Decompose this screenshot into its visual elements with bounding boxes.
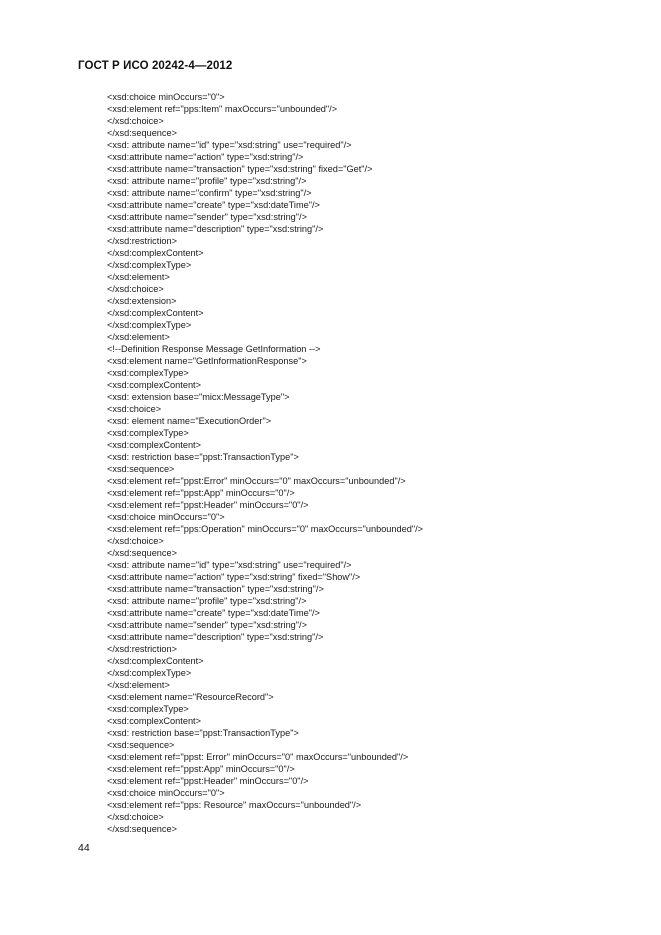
code-line: <xsd:attribute name="create" type="xsd:dateTime"/> <box>107 200 320 210</box>
code-line: <xsd:element ref="ppst:Header" minOccurs="0"/> <box>107 776 309 786</box>
code-line: </xsd:complexType> <box>107 320 192 330</box>
code-line: </xsd:choice> <box>107 116 164 126</box>
code-line: <xsd:attribute name="description" type="xsd:string"/> <box>107 224 324 234</box>
code-line: <xsd: restriction base="ppst:TransactionType"> <box>107 452 299 462</box>
code-line: <xsd:sequence> <box>107 740 175 750</box>
code-line: <xsd:complexType> <box>107 704 189 714</box>
code-line: <xsd: attribute name="id" type="xsd:string" use="required"/> <box>107 140 352 150</box>
code-line: <xsd:complexContent> <box>107 440 201 450</box>
xsd-code-listing <box>107 91 627 835</box>
code-line: <xsd:attribute name="sender" type="xsd:string"/> <box>107 620 307 630</box>
code-line: <xsd:choice> <box>107 404 162 414</box>
code-line: </xsd:choice> <box>107 284 164 294</box>
code-line: <xsd:element ref="ppst:App" minOccurs="0"/> <box>107 488 295 498</box>
code-line: <xsd: attribute name="profile" type="xsd:string"/> <box>107 596 307 606</box>
code-line: </xsd:choice> <box>107 812 164 822</box>
code-line: </xsd:element> <box>107 272 170 282</box>
code-line: <xsd:choice minOccurs="0"> <box>107 512 225 522</box>
code-line: <xsd:complexContent> <box>107 716 201 726</box>
code-line: <xsd:complexType> <box>107 368 189 378</box>
code-line: <xsd:element ref="ppst: Error" minOccurs="0" maxOccurs="unbounded"/> <box>107 752 409 762</box>
code-line: <xsd: attribute name="confirm" type="xsd:string"/> <box>107 188 312 198</box>
code-line: </xsd:sequence> <box>107 548 177 558</box>
code-line: <xsd:element ref="ppst:Error" minOccurs="0" maxOccurs="unbounded"/> <box>107 476 406 486</box>
document-header: ГОСТ Р ИСО 20242-4—2012 <box>78 60 233 72</box>
code-line: </xsd:extension> <box>107 296 177 306</box>
code-line: <xsd:element name="ResourceRecord"> <box>107 692 274 702</box>
code-line: <xsd: extension base="micx:MessageType"> <box>107 392 290 402</box>
code-line: </xsd:sequence> <box>107 128 177 138</box>
code-line: </xsd:restriction> <box>107 236 177 246</box>
code-line: </xsd:complexContent> <box>107 656 204 666</box>
code-line: <xsd:attribute name="description" type="xsd:string"/> <box>107 632 324 642</box>
code-line: <xsd:element ref="ppst:App" minOccurs="0"/> <box>107 764 295 774</box>
code-line: </xsd:choice> <box>107 536 164 546</box>
code-line: </xsd:sequence> <box>107 824 177 834</box>
code-line: <xsd:attribute name="transaction" type="xsd:string" fixed="Get"/> <box>107 164 373 174</box>
code-line: </xsd:complexContent> <box>107 308 204 318</box>
code-line: </xsd:complexType> <box>107 260 192 270</box>
code-line: <xsd:attribute name="sender" type="xsd:string"/> <box>107 212 307 222</box>
code-line: <xsd:complexContent> <box>107 380 201 390</box>
code-line: <xsd:attribute name="create" type="xsd:dateTime"/> <box>107 608 320 618</box>
code-line: <xsd:element ref="ppst:Header" minOccurs="0"/> <box>107 500 309 510</box>
page-number: 44 <box>78 842 90 854</box>
code-line: </xsd:complexContent> <box>107 248 204 258</box>
code-line: <xsd:complexType> <box>107 428 189 438</box>
code-line: <xsd: attribute name="profile" type="xsd:string"/> <box>107 176 307 186</box>
code-line: <xsd:element name="GetInformationResponse"> <box>107 356 307 366</box>
code-line: </xsd:restriction> <box>107 644 177 654</box>
code-line: <xsd: element name="ExecutionOrder"> <box>107 416 272 426</box>
code-line: <xsd: restriction base="ppst:TransactionType"> <box>107 728 299 738</box>
code-line: </xsd:complexType> <box>107 668 192 678</box>
code-line: <xsd:choice minOccurs="0"> <box>107 92 225 102</box>
code-line: <xsd:choice minOccurs="0"> <box>107 788 225 798</box>
code-line: <xsd:element ref="pps: Resource" maxOccurs="unbounded"/> <box>107 800 362 810</box>
code-line: </xsd:element> <box>107 332 170 342</box>
code-line: <xsd:sequence> <box>107 464 175 474</box>
code-line: <!--Definition Response Message GetInformation --> <box>107 344 321 354</box>
code-line: </xsd:element> <box>107 680 170 690</box>
code-line: <xsd:attribute name="transaction" type="xsd:string"/> <box>107 584 324 594</box>
code-line: <xsd:attribute name="action" type="xsd:string" fixed="Show"/> <box>107 572 361 582</box>
code-line: <xsd:attribute name="action" type="xsd:string"/> <box>107 152 304 162</box>
code-line: <xsd:element ref="pps:Item" maxOccurs="unbounded"/> <box>107 104 338 114</box>
code-line: <xsd:element ref="pps:Operation" minOccurs="0" maxOccurs="unbounded"/> <box>107 524 424 534</box>
code-line: <xsd: attribute name="id" type="xsd:string" use="required"/> <box>107 560 352 570</box>
